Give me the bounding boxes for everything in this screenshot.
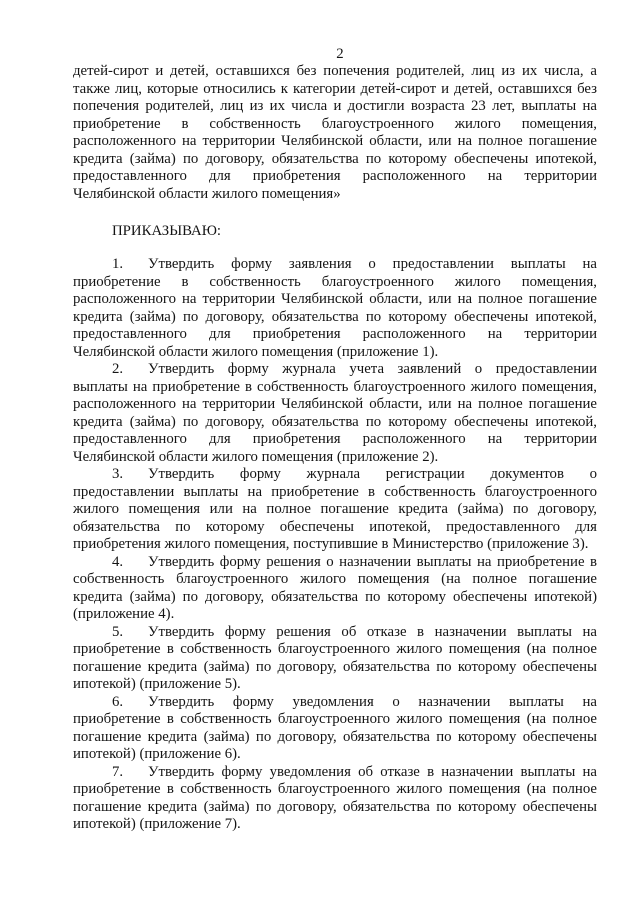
- item-line: предоставлении выплаты на приобретение в собственность благоустроенного: [73, 483, 597, 500]
- item-first-line: [73, 694, 597, 712]
- item-line: предоставленного для приобретения расположенного на территории: [73, 326, 597, 342]
- item-line: приобретение в собственность благоустроенного жилого помещения (на полное: [73, 711, 597, 727]
- order-items: [73, 256, 597, 834]
- item-number: 4.: [112, 553, 124, 570]
- item-first-line: [73, 466, 597, 484]
- item-first-line: [73, 624, 597, 642]
- item-line: Утвердить форму уведомления о назначении выплаты на: [148, 693, 597, 710]
- item-number: 3.: [112, 466, 124, 482]
- item-line: расположенного на территории Челябинской области, или на полное погашение: [73, 396, 597, 412]
- item-line: Утвердить форму уведомления об отказе в назначении выплаты на: [148, 763, 597, 780]
- item-line: погашение кредита (займа) по договору, обязательства по которому обеспечены: [73, 658, 597, 675]
- item-line: Утвердить форму журнала учета заявлений о предоставлении: [148, 361, 597, 377]
- intro-paragraph: [73, 63, 597, 203]
- item-line: приобретение в собственность благоустроенного жилого помещения,: [73, 273, 597, 290]
- item-number: 2.: [112, 361, 124, 377]
- order-item-7: [73, 764, 597, 834]
- item-line: Утвердить форму решения о назначении выплаты на приобретение в: [148, 553, 597, 570]
- intro-line: Челябинской области жилого помещения»: [73, 185, 341, 202]
- item-line: Утвердить форму журнала регистрации документов о: [148, 466, 597, 482]
- item-line: погашение кредита (займа) по договору, обязательства по которому обеспечены: [73, 728, 597, 745]
- item-line: Утвердить форму заявления о предоставлении выплаты на: [148, 256, 597, 272]
- item-number: 7.: [112, 763, 124, 780]
- item-line: Утвердить форму решения об отказе в назначении выплаты на: [148, 623, 597, 640]
- item-line: приобретение в собственность благоустроенного жилого помещения (на полное: [73, 781, 597, 797]
- page-number: 2: [336, 46, 344, 62]
- item-line: ипотекой) (приложение 5).: [73, 676, 241, 692]
- item-line: расположенного на территории Челябинской области, или на полное погашение: [73, 291, 597, 307]
- item-line: (приложение 4).: [73, 606, 175, 622]
- item-line: выплаты на приобретение в собственность благоустроенного жилого помещения,: [73, 378, 597, 395]
- item-line: ипотекой) (приложение 6).: [73, 746, 241, 762]
- item-line: жилого помещения или на полное погашение кредита (займа) по договору,: [73, 501, 597, 517]
- item-line: Челябинской области жилого помещения (приложение 2).: [73, 448, 439, 465]
- item-number: 5.: [112, 623, 124, 640]
- order-item-3: [73, 466, 597, 554]
- intro-line: детей-сирот и детей, оставшихся без попечения родителей, лиц из их числа, а: [73, 63, 597, 79]
- item-first-line: [73, 256, 597, 274]
- item-line: предоставленного для приобретения расположенного на территории: [73, 431, 597, 447]
- item-line: Челябинской области жилого помещения (приложение 1).: [73, 343, 439, 360]
- order-item-6: [73, 694, 597, 764]
- intro-line: предоставленного для приобретения расположенного на территории: [73, 168, 597, 184]
- intro-line: приобретение в собственность благоустроенного жилого помещения,: [73, 115, 597, 132]
- item-line: собственность благоустроенного жилого помещения (на полное погашение: [73, 571, 597, 587]
- item-first-line: [73, 554, 597, 572]
- item-number: 6.: [112, 693, 124, 710]
- order-heading: ПРИКАЗЫВАЮ:: [112, 223, 222, 239]
- intro-line: попечения родителей, лиц из их числа и достигли возраста 23 лет, выплаты на: [73, 98, 597, 114]
- item-first-line: [73, 361, 597, 379]
- intro-line: расположенного на территории Челябинской области, или на полное погашение: [73, 133, 597, 149]
- intro-line: также лиц, которые относились к категории детей-сирот и детей, оставшихся без: [73, 80, 597, 97]
- item-first-line: [73, 764, 597, 782]
- item-line: кредита (займа) по договору, обязательства по которому обеспечены ипотекой,: [73, 308, 597, 325]
- order-item-1: [73, 256, 597, 361]
- intro-line: кредита (займа) по договору, обязательства по которому обеспечены ипотекой,: [73, 150, 597, 167]
- document-body: [73, 63, 597, 834]
- order-item-5: [73, 624, 597, 694]
- item-line: приобретения жилого помещения, поступившие в Министерство (приложение 3).: [73, 536, 589, 552]
- order-item-4: [73, 554, 597, 624]
- order-item-2: [73, 361, 597, 466]
- item-line: обязательства по которому обеспечены ипотекой, предоставленного для: [73, 518, 597, 535]
- item-line: кредита (займа) по договору, обязательства по которому обеспечены ипотекой,: [73, 413, 597, 430]
- item-line: приобретение в собственность благоустроенного жилого помещения (на полное: [73, 641, 597, 657]
- item-line: ипотекой) (приложение 7).: [73, 816, 241, 832]
- item-line: кредита (займа) по договору, обязательства по которому обеспечены ипотекой): [73, 588, 597, 605]
- item-line: погашение кредита (займа) по договору, обязательства по которому обеспечены: [73, 798, 597, 815]
- item-number: 1.: [112, 256, 124, 272]
